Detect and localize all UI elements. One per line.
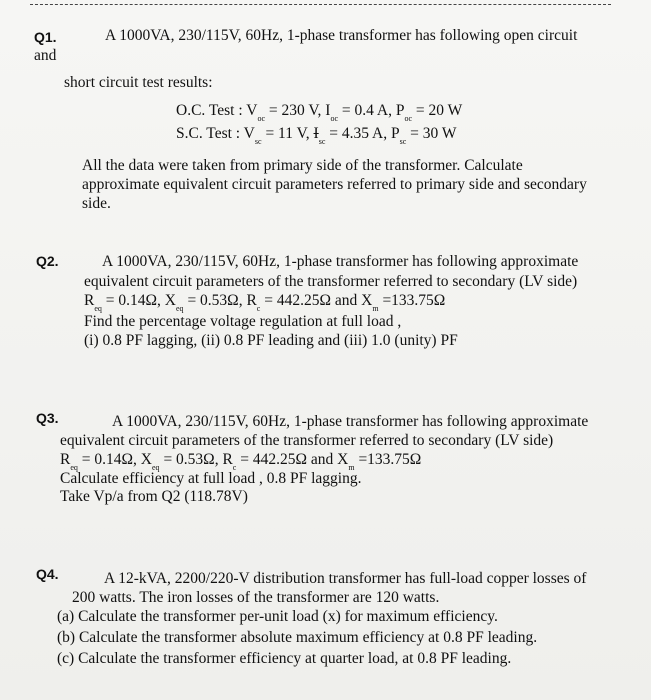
q4-line1: A 12-kVA, 2200/220-V distribution transformer has full-load copper losses of (104, 570, 587, 587)
q1-oc-test (176, 102, 463, 123)
q1-sc-label: S.C. Test : V (176, 125, 255, 142)
q2-param-msub: m (372, 304, 379, 313)
q3-line1: A 1000VA, 230/115V, 60Hz, 1-phase transformer has following approximate (112, 413, 589, 430)
q1-sc-sub2: sc (318, 137, 326, 146)
q2-param-rval: = 0.14Ω, X (101, 292, 176, 309)
q1-line3: short circuit test results: (64, 74, 213, 91)
q1-sc-sub1: sc (254, 137, 262, 146)
q4-line4: (b) Calculate the transformer absolute maximum efficiency at 0.8 PF leading. (57, 629, 538, 646)
q2-number: Q2. (36, 253, 59, 269)
q1-para3: side. (82, 195, 111, 212)
q1-sc-mid1: = 11 V, (261, 125, 314, 142)
q3-param-cval: = 442.25Ω and X (236, 451, 349, 468)
q1-oc-mid1: = 230 V, I (265, 102, 331, 119)
q1-oc-label: O.C. Test : V (176, 102, 258, 119)
q2-line5: (i) 0.8 PF lagging, (ii) 0.8 PF leading and (iii) 1.0 (unity) PF (84, 332, 458, 349)
q2-param-csub: c (256, 304, 261, 313)
q3-param-msub: m (348, 463, 355, 472)
q3-param-csub: c (232, 463, 237, 472)
q3-param-xsub: eq (152, 463, 160, 472)
q3-param-rsub: eq (70, 463, 78, 472)
q2-param-r: R (84, 292, 95, 309)
q4-line3: (a) Calculate the transformer per-unit load (x) for maximum efficiency. (57, 608, 498, 625)
q2-param-rsub: eq (94, 304, 102, 313)
q1-sc-test (176, 125, 457, 146)
q2-param-cval: = 442.25Ω and X (260, 292, 373, 309)
q3-line5: Take Vp/a from Q2 (118.78V) (60, 488, 248, 505)
top-divider (30, 4, 611, 5)
q1-sc-sub3: sc (399, 137, 407, 146)
q1-line2: and (34, 47, 57, 64)
q3-params (60, 451, 422, 472)
q2-param-xsub: eq (176, 304, 184, 313)
q2-param-xval: = 0.53Ω, R (183, 292, 257, 309)
q2-line1: A 1000VA, 230/115V, 60Hz, 1-phase transformer has following approximate (102, 253, 579, 270)
q1-para2: approximate equivalent circuit parameters referred to primary side and secondary (82, 176, 587, 193)
q3-param-mval: =133.75Ω (354, 451, 422, 468)
q4-number: Q4. (36, 566, 59, 582)
q1-para1: All the data were taken from primary side of the transformer. Calculate (82, 157, 523, 174)
q1-oc-sub2: oc (330, 114, 339, 123)
q2-params (84, 292, 446, 313)
q3-param-rval: = 0.14Ω, X (77, 451, 152, 468)
q1-oc-mid2: = 0.4 A, P (338, 102, 405, 119)
q2-line2: equivalent circuit parameters of the transformer referred to secondary (LV side) (84, 273, 578, 290)
q4-line5: (c) Calculate the transformer efficiency at quarter load, at 0.8 PF leading. (57, 650, 512, 667)
q3-number: Q3. (36, 410, 59, 426)
q1-oc-sub1: oc (257, 114, 266, 123)
q1-oc-end: = 20 W (412, 102, 463, 119)
q2-param-mval: =133.75Ω (378, 292, 446, 309)
q1-sc-strike: I (313, 125, 319, 142)
q4-line2: 200 watts. The iron losses of the transformer are 120 watts. (72, 589, 440, 606)
q1-number: Q1. (34, 29, 57, 45)
q3-param-xval: = 0.53Ω, R (159, 451, 233, 468)
q1-oc-sub3: oc (404, 114, 413, 123)
q1-sc-end: = 30 W (406, 125, 457, 142)
q1-line1: A 1000VA, 230/115V, 60Hz, 1-phase transformer has following open circuit (105, 27, 578, 44)
q3-param-r: R (60, 451, 71, 468)
q1-sc-mid2: = 4.35 A, P (325, 125, 400, 142)
q3-line2: equivalent circuit parameters of the transformer referred to secondary (LV side) (60, 432, 554, 449)
q3-line4: Calculate efficiency at full load , 0.8 PF lagging. (60, 470, 362, 487)
q2-line4: Find the percentage voltage regulation at full load , (84, 313, 402, 330)
